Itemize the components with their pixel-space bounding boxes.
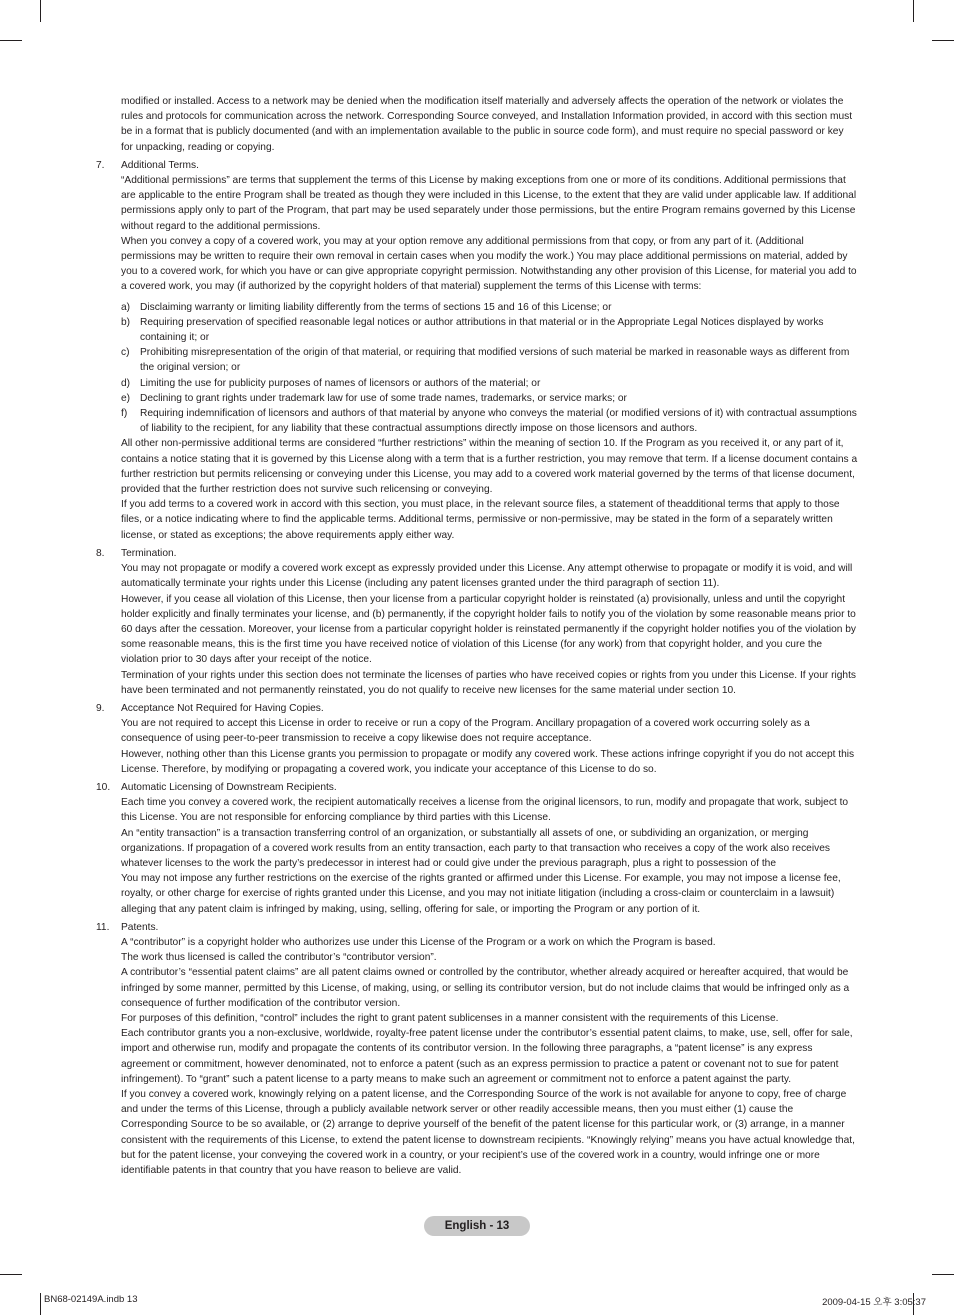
paragraph: You may not propagate or modify a covered work except as expressly provided under this License. Any attempt otherwise to propagate or modify it is void, and will automatically terminate your rights under this License (including any patent licenses granted under the third paragraph of section 11). xyxy=(121,563,853,590)
paragraph: For purposes of this definition, “control” includes the right to grant patent sublicenses in a manner consistent with the requirements of this License. xyxy=(121,1012,779,1024)
paragraph: Each time you convey a covered work, the recipient automatically receives a license from the original licensors, to run, modify and propagate that work, subject to this License. You are not responsible for enforcing compliance by third parties with this License. xyxy=(121,797,849,824)
list-marker: f) xyxy=(121,408,128,420)
list-item-text: Requiring preservation of specified reasonable legal notices or author attributions in that material or in the Appropriate Legal Notices displayed by works containing it; or xyxy=(140,316,824,344)
list-item-text: Prohibiting misrepresentation of the origin of that material, or requiring that modified versions of such material be marked in reasonable ways as different from the original version; or xyxy=(140,347,850,374)
paragraph: Each contributor grants you a non-exclusive, worldwide, royalty-free patent license under the contributor’s essential patent claims, to make, use, sell, offer for sale, import and otherwise run, modify and propagate the contents of its contributor version. In the following three paragraphs, a “patent license” is any express agreement or commitment, however denominated, not to enforce a patent (such as an express permission to practice a patent or covenant not to sue for patent infringement). To “grant” such a patent license to a party means to make such an agreement or commitment not to enforce a patent against the party. xyxy=(121,1028,853,1085)
paragraph: “Additional permissions” are terms that supplement the terms of this License by making exceptions from one or more of its conditions. Additional permissions that are applicable to the entire Program shall be treated as though they were included in this License, to the extent that they are valid under applicable law. If additional permissions apply only to part of the Program, that part may be used separately under those permissions, but the entire Program remains governed by this License without regard to the additional permissions. xyxy=(121,175,857,232)
section-7 xyxy=(96,158,858,543)
list-item xyxy=(121,376,858,391)
list-item-text: Requiring indemnification of licensors and authors of that material by anyone who conveys the material (or modified versions of it) with contractual assumptions of liability to the recipient, for any liability that these contractual assumptions directly impose on those licensors and authors. xyxy=(140,408,857,435)
list-item-text: Limiting the use for publicity purposes of names of licensors or authors of the material; or xyxy=(140,377,541,389)
paragraph: If you convey a covered work, knowingly relying on a patent license, and the Corresponding Source of the work is not available for anyone to copy, free of charge and under the terms of this License, through a publicly available network server or other readily accessible means, then you must either (1) cause the Corresponding Source to be so available, or (2) arrange to deprive yourself of the benefit of the patent license for this particular work, or (3) arrange, in a manner consistent with the requirements of this License, to extend the patent license to downstream recipients. “Knowingly relying” means you have actual knowledge that, but for the patent license, your conveying the covered work in a country, or your recipient’s use of the covered work in a country, would infringe one or more identifiable patents in that country that you have reason to believe are valid. xyxy=(121,1089,855,1177)
list-item-text: Disclaiming warranty or limiting liability differently from the terms of sections 15 and 16 of this License; or xyxy=(140,301,612,313)
paragraph: However, nothing other than this License grants you permission to propagate or modify any covered work. These actions infringe copyright if you do not accept this License. Therefore, by modifying or propagating a covered work, you indicate your acceptance of this License to do so. xyxy=(121,748,855,775)
section-number: 7. xyxy=(96,159,105,171)
paragraph: An “entity transaction” is a transaction transferring control of an organization, or substantially all assets of one, or subdividing an organization, or merging organizations. If propagation of a covered work results from an entity transaction, each party to that transaction who receives a copy of the work also receives whatever licenses to the work the party’s predecessor in interest had or could give under the previous paragraph, plus a right to possession of the xyxy=(121,827,830,869)
footer-file-name: BN68-02149A.indb 13 xyxy=(44,1294,138,1305)
list-marker: b) xyxy=(121,316,131,328)
list-item xyxy=(121,406,858,436)
paragraph: A contributor’s “essential patent claims” are all patent claims owned or controlled by the contributor, whether already acquired or hereafter acquired, that would be infringed by some manner, permitted by this License, of making, using, or selling its contributor version, but do not include claims that would be infringed only as a consequence of further modification of the contributor version. xyxy=(121,967,850,1009)
crop-mark xyxy=(0,1274,22,1275)
list-item-text: Declining to grant rights under trademark law for use of some trade names, trademarks, or service marks; or xyxy=(140,392,627,404)
crop-mark xyxy=(932,40,954,41)
paragraph: When you convey a copy of a covered work, you may at your option remove any additional permissions from that copy, or from any part of it. (Additional permissions may be written to require their own removal in certain cases when you modify the work.) You may place additional permissions on material, added by you to a covered work, for which you have or can give appropriate copyright permission. Notwithstanding any other provision of this License, for material you add to a covered work, you may (if authorized by the copyright holders of that material) supplement the terms of this License with terms: xyxy=(121,235,857,293)
section-title: Patents. xyxy=(121,921,159,933)
section-title: Additional Terms. xyxy=(121,159,199,171)
list-marker: a) xyxy=(121,301,131,313)
crop-mark xyxy=(0,40,22,41)
list-item xyxy=(121,391,858,406)
paragraph: All other non-permissive additional terms are considered “further restrictions” within the meaning of section 10. If the Program as you received it, or any part of it, contains a notice stating that it is governed by this License along with a term that is a further restriction, you may remove that term. If a license document contains a further restriction but permits relicensing or conveying under this License, you may add to a covered work material governed by the terms of that license document, provided that the further restriction does not survive such relicensing or conveying. xyxy=(121,438,858,496)
terms-list xyxy=(121,300,858,437)
paragraph: However, if you cease all violation of this License, then your license from a particular copyright holder is reinstated (a) provisionally, unless and until the copyright holder explicitly and finally terminates your license, and (b) permanently, if the copyright holder fails to notify you of the violation by some reasonable means prior to 60 days after the cessation. Moreover, your license from a particular copyright holder is reinstated permanently if the copyright holder notifies you of the violation by some reasonable means, this is the first time you have received notice of violation of this License (for any work) from that copyright holder, and you cure the violation prior to 30 days after your receipt of the notice. xyxy=(121,593,857,666)
crop-mark xyxy=(40,0,41,22)
section-number: 11. xyxy=(96,921,110,933)
paragraph: You may not impose any further restrictions on the exercise of the rights granted or affirmed under this License. For example, you may not impose a license fee, royalty, or other charge for exercise of rights granted under this License, and you may not initiate litigation (including a cross-claim or counterclaim in a lawsuit) alleging that any patent claim is infringed by making, using, selling, offering for sale, or importing the Program or any portion of it. xyxy=(121,873,841,915)
list-marker: c) xyxy=(121,347,130,359)
license-body xyxy=(96,94,858,1178)
section-10 xyxy=(96,780,858,917)
paragraph: Termination of your rights under this section does not terminate the licenses of parties who have received copies or rights from you under this License. If your rights have been terminated and not permanently reinstated, you do not qualify to receive new licenses for the same material under section 10. xyxy=(121,669,857,696)
section-title: Automatic Licensing of Downstream Recipients. xyxy=(121,781,337,793)
section-8 xyxy=(96,546,858,698)
paragraph: The work thus licensed is called the contributor’s “contributor version”. xyxy=(121,952,437,964)
list-item xyxy=(121,300,858,315)
footer-timestamp: 2009-04-15 오후 3:05:37 xyxy=(822,1297,926,1308)
section-title: Acceptance Not Required for Having Copies. xyxy=(121,702,324,714)
crop-mark xyxy=(40,1293,41,1315)
section-number: 9. xyxy=(96,702,105,714)
section-9 xyxy=(96,701,858,777)
crop-mark xyxy=(932,1274,954,1275)
crop-mark xyxy=(913,0,914,22)
intro-paragraph: modified or installed. Access to a network may be denied when the modification itself materially and adversely affects the operation of the network or violates the rules and protocols for communication across the network. Corresponding Source conveyed, and Installation Information provided, in accord with this section must be in a format that is publicly documented (and with an implementation available to the public in source code form), and must require no special password or key for unpacking, reading or copying. xyxy=(121,96,853,153)
paragraph: A “contributor” is a copyright holder who authorizes use under this License of the Program or a work on which the Program is based. xyxy=(121,936,716,948)
page-number-label: English - 13 xyxy=(424,1216,530,1236)
list-item xyxy=(121,315,858,345)
section-title: Termination. xyxy=(121,547,177,559)
section-number: 8. xyxy=(96,547,105,559)
paragraph: If you add terms to a covered work in accord with this section, you must place, in the relevant source files, a statement of theadditional terms that apply to those files, or a notice indicating where to find the applicable terms. Additional terms, permissive or non-permissive, may be stated in the form of a separately written license, or stated as exceptions; the above requirements apply either way. xyxy=(121,499,840,541)
paragraph: You are not required to accept this License in order to receive or run a copy of the Program. Ancillary propagation of a covered work occurring solely as a consequence of using peer-to-peer transmission to receive a copy likewise does not require acceptance. xyxy=(121,718,810,745)
list-item xyxy=(121,345,858,375)
list-marker: d) xyxy=(121,377,131,389)
section-11 xyxy=(96,920,858,1178)
section-number: 10. xyxy=(96,781,111,793)
list-marker: e) xyxy=(121,392,131,404)
